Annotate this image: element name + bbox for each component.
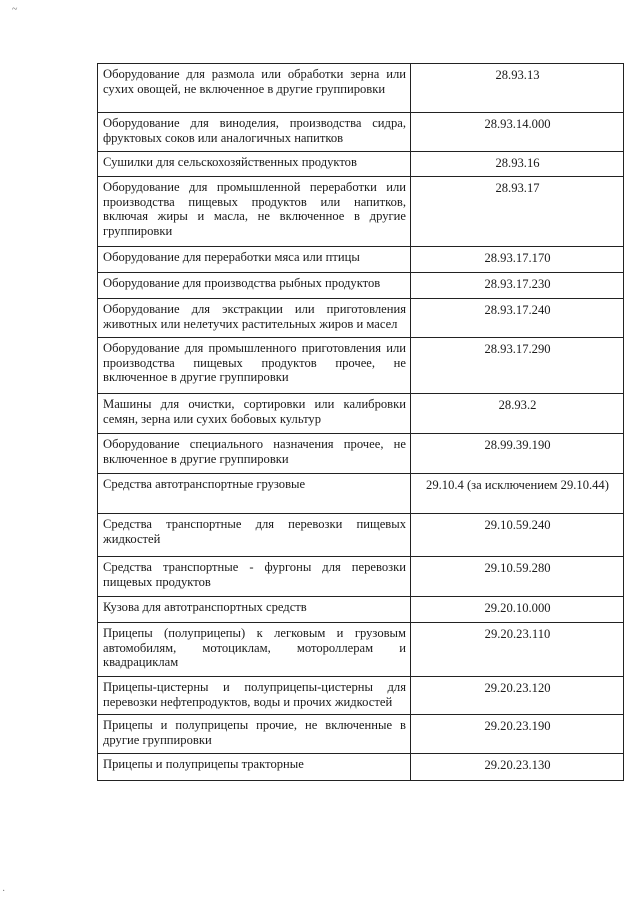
row-name: Средства автотранспортные грузовые xyxy=(98,474,411,514)
row-name: Сушилки для сельскохозяйственных продуктов xyxy=(98,152,411,177)
row-code: 29.20.23.110 xyxy=(411,623,624,677)
row-name: Кузова для автотранспортных средств xyxy=(98,597,411,623)
table-row xyxy=(98,597,624,623)
table-row xyxy=(98,64,624,113)
table-row xyxy=(98,474,624,514)
row-name: Оборудование для промышленного приготовления или производства пищевых продуктов прочее, не включенное в другие группировки xyxy=(98,338,411,394)
row-code: 29.20.23.130 xyxy=(411,754,624,781)
table-row xyxy=(98,338,624,394)
table-row xyxy=(98,677,624,715)
row-code: 28.93.13 xyxy=(411,64,624,113)
table-row xyxy=(98,177,624,247)
table-row xyxy=(98,434,624,474)
table-row xyxy=(98,514,624,557)
row-name: Прицепы и полуприцепы прочие, не включенные в другие группировки xyxy=(98,715,411,754)
row-code: 28.93.17 xyxy=(411,177,624,247)
row-code: 29.10.59.240 xyxy=(411,514,624,557)
corner-mark: ~ xyxy=(12,4,18,15)
table-row xyxy=(98,152,624,177)
row-name: Прицепы-цистерны и полуприцепы-цистерны для перевозки нефтепродуктов, воды и прочих жидкостей xyxy=(98,677,411,715)
row-name: Средства транспортные - фургоны для перевозки пищевых продуктов xyxy=(98,557,411,597)
row-name: Оборудование для виноделия, производства сидра, фруктовых соков или аналогичных напитков xyxy=(98,113,411,152)
row-code: 29.10.59.280 xyxy=(411,557,624,597)
row-code: 28.93.14.000 xyxy=(411,113,624,152)
row-name: Прицепы и полуприцепы тракторные xyxy=(98,754,411,781)
row-name: Оборудование для переработки мяса или птицы xyxy=(98,247,411,273)
row-name: Оборудование специального назначения прочее, не включенное в другие группировки xyxy=(98,434,411,474)
row-name: Оборудование для экстракции или приготовления животных или нелетучих растительных жиров и масел xyxy=(98,299,411,338)
row-code: 29.20.10.000 xyxy=(411,597,624,623)
table-row xyxy=(98,299,624,338)
row-name: Прицепы (полуприцепы) к легковым и грузовым автомобилям, мотоциклам, мотороллерам и квадрациклам xyxy=(98,623,411,677)
row-name: Оборудование для промышленной переработки или производства пищевых продуктов или напитков, включая жиры и масла, не включенное в другие группировки xyxy=(98,177,411,247)
row-name: Оборудование для размола или обработки зерна или сухих овощей, не включенное в другие группировки xyxy=(98,64,411,113)
row-code: 29.10.4 (за исключением 29.10.44) xyxy=(411,474,624,514)
table-row xyxy=(98,623,624,677)
bottom-mark: · xyxy=(2,886,6,897)
row-code: 28.93.17.230 xyxy=(411,273,624,299)
row-name: Машины для очистки, сортировки или калибровки семян, зерна или сухих бобовых культур xyxy=(98,394,411,434)
table-row xyxy=(98,113,624,152)
row-code: 28.93.16 xyxy=(411,152,624,177)
row-code: 28.93.17.290 xyxy=(411,338,624,394)
row-code: 28.93.17.170 xyxy=(411,247,624,273)
row-code: 29.20.23.120 xyxy=(411,677,624,715)
table-row xyxy=(98,273,624,299)
okpd-table xyxy=(97,63,624,781)
row-code: 28.93.2 xyxy=(411,394,624,434)
table-row xyxy=(98,394,624,434)
row-code: 28.99.39.190 xyxy=(411,434,624,474)
row-name: Оборудование для производства рыбных продуктов xyxy=(98,273,411,299)
row-code: 28.93.17.240 xyxy=(411,299,624,338)
row-name: Средства транспортные для перевозки пищевых жидкостей xyxy=(98,514,411,557)
row-code: 29.20.23.190 xyxy=(411,715,624,754)
table-row xyxy=(98,715,624,754)
table-row xyxy=(98,754,624,781)
table-row xyxy=(98,557,624,597)
table-row xyxy=(98,247,624,273)
